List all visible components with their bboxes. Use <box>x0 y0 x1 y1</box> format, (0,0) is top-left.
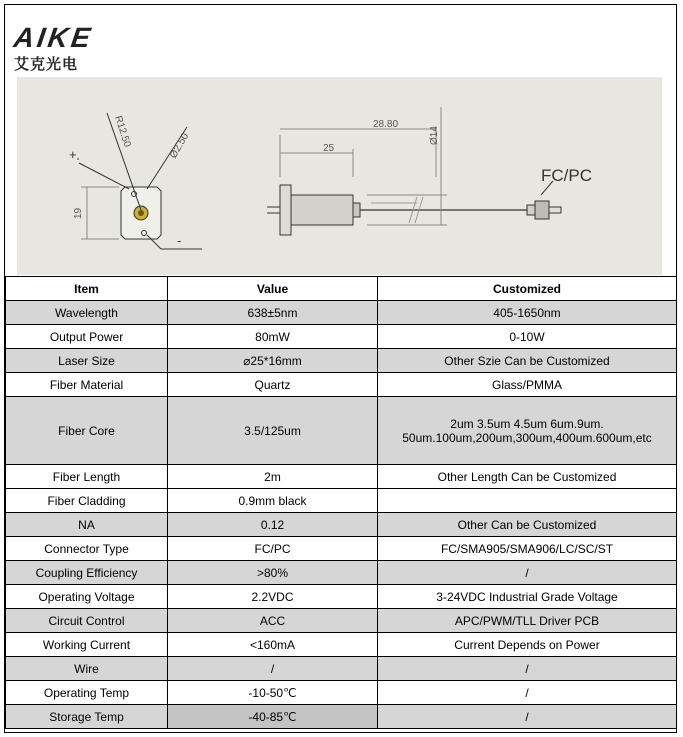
cell-item: Fiber Material <box>6 373 168 397</box>
cell-customized: Glass/PMMA <box>378 373 677 397</box>
connector-body <box>535 201 549 219</box>
cell-customized: FC/SMA905/SMA906/LC/SC/ST <box>378 537 677 561</box>
cell-value: ⌀25*16mm <box>168 349 378 373</box>
dim-diameter-label: Ø14 <box>429 126 440 145</box>
cell-item: Fiber Length <box>6 465 168 489</box>
table-row <box>6 489 677 513</box>
dim-body-label: 25 <box>323 143 335 154</box>
table-row <box>6 513 677 537</box>
connector-boot <box>527 205 535 215</box>
header-value: Value <box>168 277 378 301</box>
cell-item: Working Current <box>6 633 168 657</box>
table-row <box>6 373 677 397</box>
cell-customized: / <box>378 657 677 681</box>
table-row <box>6 465 677 489</box>
plus-leader <box>79 163 129 189</box>
cell-value: 0.9mm black <box>168 489 378 513</box>
cell-customized: / <box>378 705 677 729</box>
minus-label: - <box>177 233 182 248</box>
cell-customized: 3-24VDC Industrial Grade Voltage <box>378 585 677 609</box>
table-row <box>6 657 677 681</box>
cell-item: Connector Type <box>6 537 168 561</box>
technical-drawing <box>17 77 662 275</box>
header-customized: Customized <box>378 277 677 301</box>
cell-value: 2m <box>168 465 378 489</box>
cell-value: >80% <box>168 561 378 585</box>
fiber-boot <box>353 203 360 217</box>
cell-customized: 0-10W <box>378 325 677 349</box>
cell-value: 2.2VDC <box>168 585 378 609</box>
spec-table <box>5 276 677 729</box>
cell-item: Wire <box>6 657 168 681</box>
table-row <box>6 397 677 465</box>
table-row <box>6 349 677 373</box>
table-row <box>6 705 677 729</box>
cell-item: Laser Size <box>6 349 168 373</box>
table-row <box>6 585 677 609</box>
connector-label: FC/PC <box>541 166 592 185</box>
flange <box>280 185 291 235</box>
cell-value: 3.5/125um <box>168 397 378 465</box>
table-header-row <box>6 277 677 301</box>
table-row <box>6 537 677 561</box>
cell-item: Wavelength <box>6 301 168 325</box>
cell-value: <160mA <box>168 633 378 657</box>
cell-item: Circuit Control <box>6 609 168 633</box>
table-row <box>6 561 677 585</box>
cell-customized: Other Length Can be Customized <box>378 465 677 489</box>
cell-customized: Other Szie Can be Customized <box>378 349 677 373</box>
cell-customized: Current Depends on Power <box>378 633 677 657</box>
logo-chinese-name: 艾克光电 <box>14 55 79 73</box>
cell-customized: APC/PWM/TLL Driver PCB <box>378 609 677 633</box>
cell-customized: 2um 3.5um 4.5um 6um.9um. 50um.100um,200um,300um,400um.600um,etc <box>378 397 677 465</box>
diameter-label: Ø2.50 <box>168 131 192 161</box>
cell-customized <box>378 489 677 513</box>
cell-value: Quartz <box>168 373 378 397</box>
connector-ferrule <box>549 207 561 213</box>
table-row <box>6 301 677 325</box>
company-logo <box>11 22 124 73</box>
table-row <box>6 633 677 657</box>
cell-value: -40-85℃ <box>168 705 378 729</box>
cell-value: 638±5nm <box>168 301 378 325</box>
plus-label: + <box>69 147 77 162</box>
cell-value: -10-50℃ <box>168 681 378 705</box>
cell-item: Operating Voltage <box>6 585 168 609</box>
cell-value: / <box>168 657 378 681</box>
dim-total-label: 28.80 <box>373 119 399 130</box>
logo-wordmark: AIKE <box>11 22 96 53</box>
cell-customized: 405-1650nm <box>378 301 677 325</box>
drawing-svg <box>17 77 662 275</box>
cell-customized: Other Can be Customized <box>378 513 677 537</box>
cell-item: Output Power <box>6 325 168 349</box>
cell-value: 0.12 <box>168 513 378 537</box>
cell-value: FC/PC <box>168 537 378 561</box>
cell-item: Fiber Cladding <box>6 489 168 513</box>
spec-table-body <box>6 301 677 729</box>
table-row <box>6 325 677 349</box>
cell-customized: / <box>378 681 677 705</box>
cell-item: Fiber Core <box>6 397 168 465</box>
table-row <box>6 609 677 633</box>
cell-item: Operating Temp <box>6 681 168 705</box>
cell-value: 80mW <box>168 325 378 349</box>
laser-body <box>291 195 353 225</box>
table-row <box>6 681 677 705</box>
cell-item: NA <box>6 513 168 537</box>
cell-customized: / <box>378 561 677 585</box>
header-item: Item <box>6 277 168 301</box>
height-label: 19 <box>73 207 84 219</box>
radius-label: R12.50 <box>112 114 133 149</box>
cell-item: Storage Temp <box>6 705 168 729</box>
side-view <box>267 107 561 235</box>
cell-item: Coupling Efficiency <box>6 561 168 585</box>
cell-value: ACC <box>168 609 378 633</box>
